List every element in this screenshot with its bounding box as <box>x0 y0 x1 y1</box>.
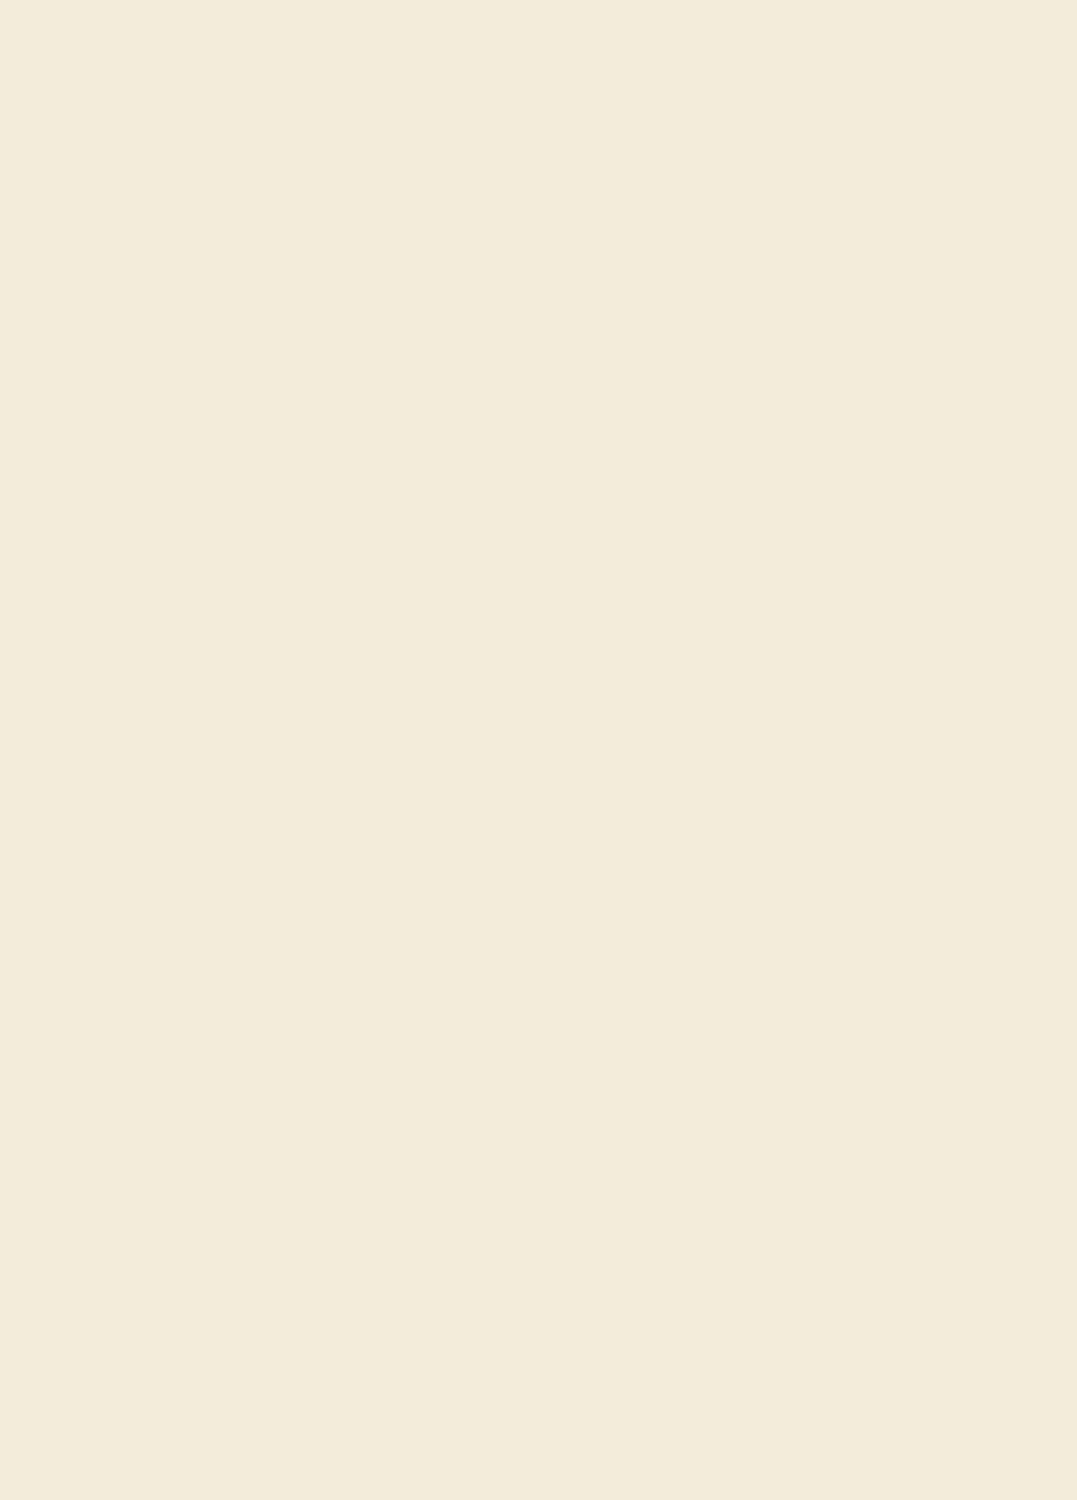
running-header <box>110 72 930 112</box>
commentary-body <box>110 142 934 184</box>
